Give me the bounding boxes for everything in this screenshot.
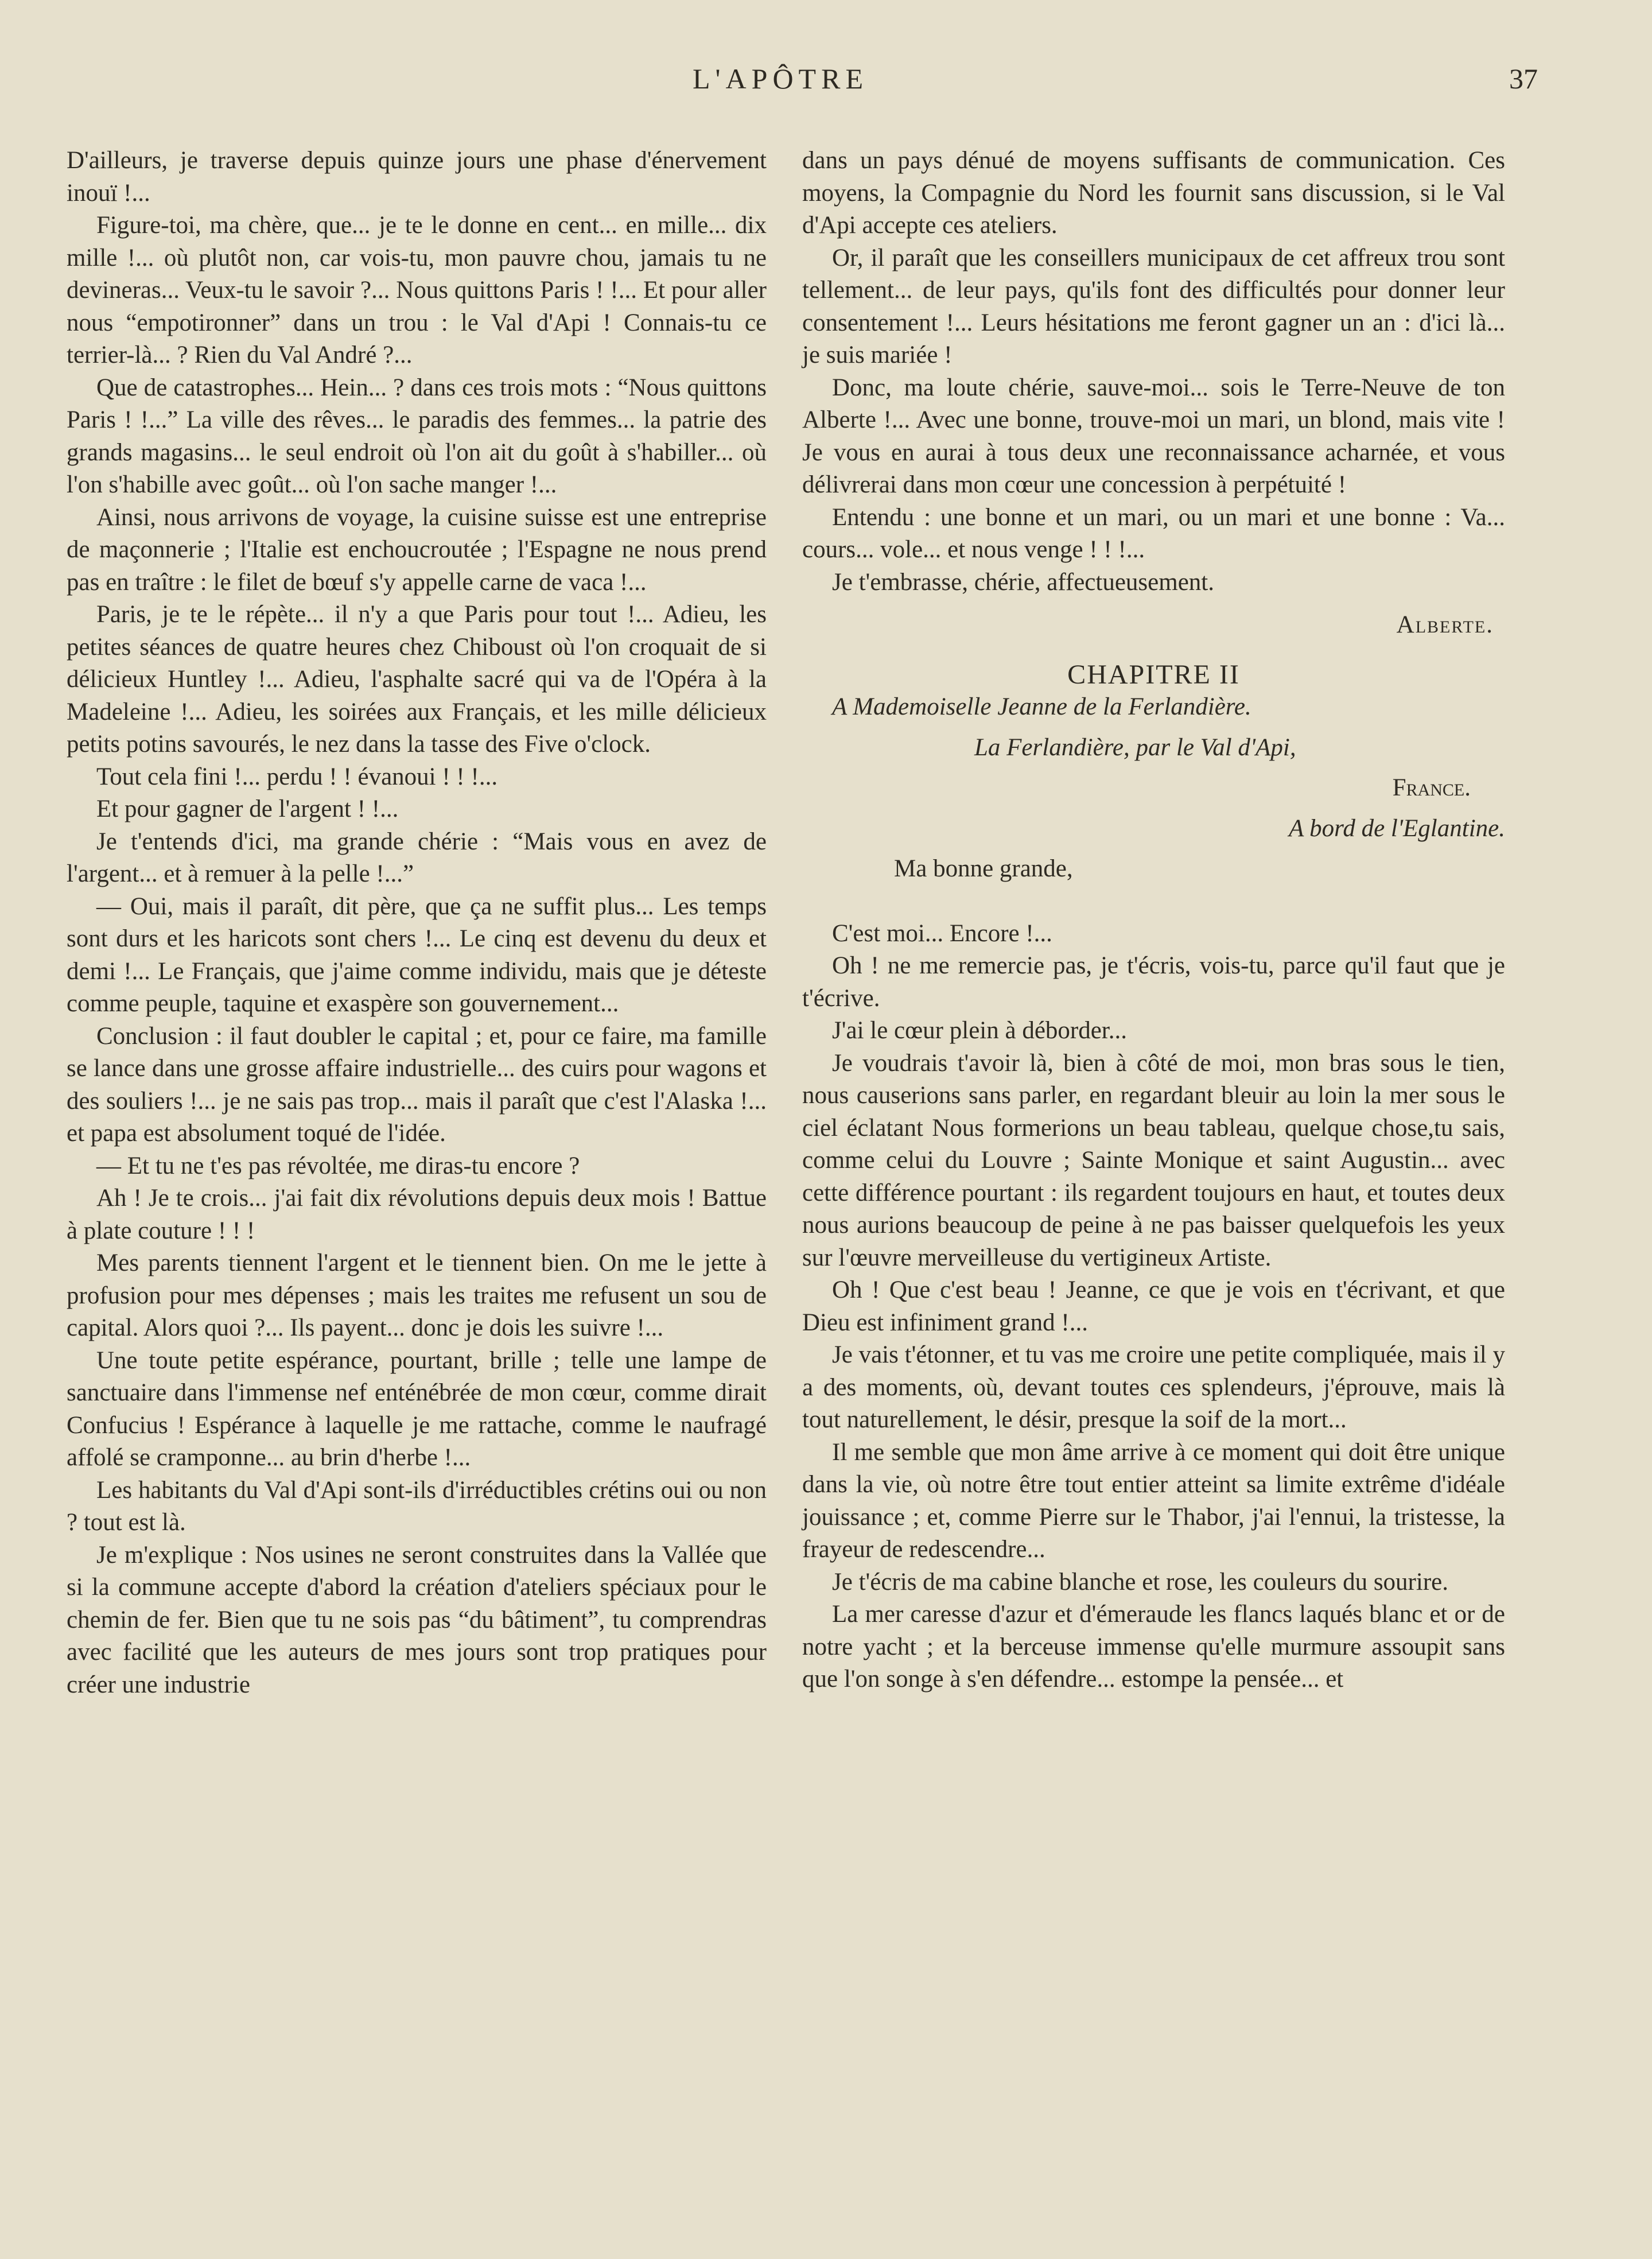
- paragraph: Et pour gagner de l'argent ! !...: [96, 795, 399, 822]
- chapter-title: CHAPITRE II: [1067, 659, 1240, 690]
- paragraph: — Et tu ne t'es pas révoltée, me diras-tu encore ?: [96, 1152, 580, 1179]
- page-number: 37: [1509, 63, 1538, 95]
- paragraph: Mes parents tiennent l'argent et le tiennent bien. On me le jette à profusion pour mes dépenses ; mais les traites me refusent un sou de capital. Alors quoi ?... Ils payent... donc je dois les suivre !...: [67, 1249, 767, 1341]
- paragraph: Oh ! ne me remercie pas, je t'écris, vois-tu, parce qu'il faut que je t'écrive.: [802, 952, 1505, 1012]
- paragraph: J'ai le cœur plein à déborder...: [832, 1017, 1128, 1044]
- sender-location: A bord de l'Eglantine.: [1288, 814, 1505, 842]
- address-country: France.: [1392, 774, 1471, 801]
- paragraph: Oh ! Que c'est beau ! Jeanne, ce que je vois en t'écrivant, et que Dieu est infiniment grand !...: [802, 1276, 1505, 1336]
- paragraph: Ainsi, nous arrivons de voyage, la cuisine suisse est une entreprise de maçonnerie ; l'Italie est enchoucroutée ; l'Espagne ne nous prend pas en traître : le filet de bœuf s'y appelle carne de vaca !...: [67, 503, 767, 596]
- address-recipient: A Mademoiselle Jeanne de la Ferlandière.: [832, 693, 1251, 720]
- paragraph: La mer caresse d'azur et d'émeraude les flancs laqués blanc et or de notre yacht ; et la berceuse immense qu'elle murmure assoupit sans que l'on songe à s'en défendre... estompe la pensée... et: [802, 1601, 1505, 1693]
- address-place: La Ferlandière, par le Val d'Api,: [974, 733, 1296, 761]
- paragraph: Je vais t'étonner, et tu vas me croire une petite compliquée, mais il y a des moments, où, devant toutes ces splendeurs, j'éprouve, mais là tout naturellement, le désir, presque la soif de la mort...: [802, 1341, 1505, 1433]
- right-column: [802, 145, 1505, 1696]
- paragraph: Que de catastrophes... Hein... ? dans ces trois mots : “Nous quittons Paris ! !...” La ville des rêves... le paradis des femmes... la patrie des grands magasins... le seul endroit où l'on ait du goût à s'habiller... où l'on s'habille avec goût... où l'on sache manger !...: [67, 374, 767, 498]
- paragraph: Tout cela fini !... perdu ! ! évanoui ! ! !...: [96, 763, 498, 790]
- paragraph: Il me semble que mon âme arrive à ce moment qui doit être unique dans la vie, où notre être tout entier atteint sa limite extrême d'idéale jouissance ; et, comme Pierre sur le Thabor, j'ai l'ennui, la tristesse, la frayeur de redescendre...: [802, 1438, 1505, 1563]
- running-title: L'APÔTRE: [692, 63, 868, 95]
- salutation: Ma bonne grande,: [894, 855, 1073, 882]
- paragraph: Je t'embrasse, chérie, affectueusement.: [832, 568, 1214, 596]
- paragraph: Je t'écris de ma cabine blanche et rose, les couleurs du sourire.: [832, 1568, 1448, 1596]
- paragraph: Conclusion : il faut doubler le capital ; et, pour ce faire, ma famille se lance dans une grosse affaire industrielle... des cuirs pour wagons et des souliers !... je ne sais pas trop... mais il paraît que c'est l'Alaska !... et papa est absolument toqué de l'idée.: [67, 1022, 767, 1147]
- letter-signature: Alberte.: [1396, 611, 1494, 638]
- paragraph: Or, il paraît que les conseillers municipaux de cet affreux trou sont tellement... de leur pays, qu'ils font des difficultés pour donner leur consentement !... Leurs hésitations me feront gagner un an : d'ici là... je suis mariée !: [802, 244, 1505, 368]
- paragraph: Figure-toi, ma chère, que... je te le donne en cent... en mille... dix mille !... où plutôt non, car vois-tu, mon pauvre chou, jamais tu ne devineras... Veux-tu le savoir ?... Nous quittons Paris ! !... Et pour aller nous “empotironner” dans un trou : le Val d'Api ! Connais-tu ce terrier-là... ? Rien du Val André ?...: [67, 212, 767, 368]
- paragraph: Je voudrais t'avoir là, bien à côté de moi, mon bras sous le tien, nous causerions sans parler, en regardant bleuir au loin la mer sous le ciel éclatant Nous formerions un beau tableau, quelque chose,tu sais, comme celui du Louvre ; Sainte Monique et saint Augustin... avec cette différence pourtant : ils regardent toujours en haut, et toutes deux nous aurions beaucoup de peine à ne pas baisser quelquefois les yeux sur l'œuvre merveilleuse du vertigineux Artiste.: [802, 1049, 1505, 1271]
- paragraph: Paris, je te le répète... il n'y a que Paris pour tout !... Adieu, les petites séances de quatre heures chez Chiboust où l'on croquait de si délicieux Huntley !... Adieu, l'asphalte sacré qui va de l'Opéra à la Madeleine !... Adieu, les soirées aux Français, et les mille délicieux petits potins savourés, le nez dans la tasse des Five o'clock.: [67, 601, 767, 758]
- paragraph: Donc, ma loute chérie, sauve-moi... sois le Terre-Neuve de ton Alberte !... Avec une bonne, trouve-moi un mari, un blond, mais vite ! Je vous en aurai à tous deux une reconnaissance acharnée, et vous délivrerai dans mon cœur une concession à perpétuité !: [802, 374, 1505, 498]
- paragraph: D'ailleurs, je traverse depuis quinze jours une phase d'énervement inouï !...: [67, 147, 767, 207]
- paragraph: C'est moi... Encore !...: [832, 919, 1052, 947]
- paragraph: Une toute petite espérance, pourtant, brille ; telle une lampe de sanctuaire dans l'immense nef enténébrée de mon cœur, comme dirait Confucius ! Espérance à laquelle je me rattache, comme le naufragé affolé se cramponne... au brin d'herbe !...: [67, 1346, 767, 1471]
- paragraph: Je m'explique : Nos usines ne seront construites dans la Vallée que si la commune accepte d'abord la création d'ateliers spéciaux pour le chemin de fer. Bien que tu ne sois pas “du bâtiment”, tu comprendras avec facilité que les auteurs de mes jours sont trop pratiques pour créer une industrie: [67, 1541, 767, 1698]
- paragraph: dans un pays dénué de moyens suffisants de communication. Ces moyens, la Compagnie du Nord les fournit sans discussion, si le Val d'Api accepte ces ateliers.: [802, 147, 1505, 239]
- paragraph: Les habitants du Val d'Api sont-ils d'irréductibles crétins oui ou non ? tout est là.: [67, 1476, 767, 1536]
- paragraph: Entendu : une bonne et un mari, ou un mari et une bonne : Va... cours... vole... et nous venge ! ! !...: [802, 503, 1505, 563]
- paragraph: Je t'entends d'ici, ma grande chérie : “Mais vous en avez de l'argent... et à remuer à la pelle !...”: [67, 828, 767, 887]
- paragraph: Ah ! Je te crois... j'ai fait dix révolutions depuis deux mois ! Battue à plate couture ! ! !: [67, 1185, 767, 1244]
- paragraph: — Oui, mais il paraît, dit père, que ça ne suffit plus... Les temps sont durs et les haricots sont chers !... Le cinq est devenu du deux et demi !... Le Français, que j'aime comme individu, mais que je déteste comme peuple, taquine et exaspère son gouvernement...: [67, 892, 767, 1017]
- left-column: [67, 145, 767, 1701]
